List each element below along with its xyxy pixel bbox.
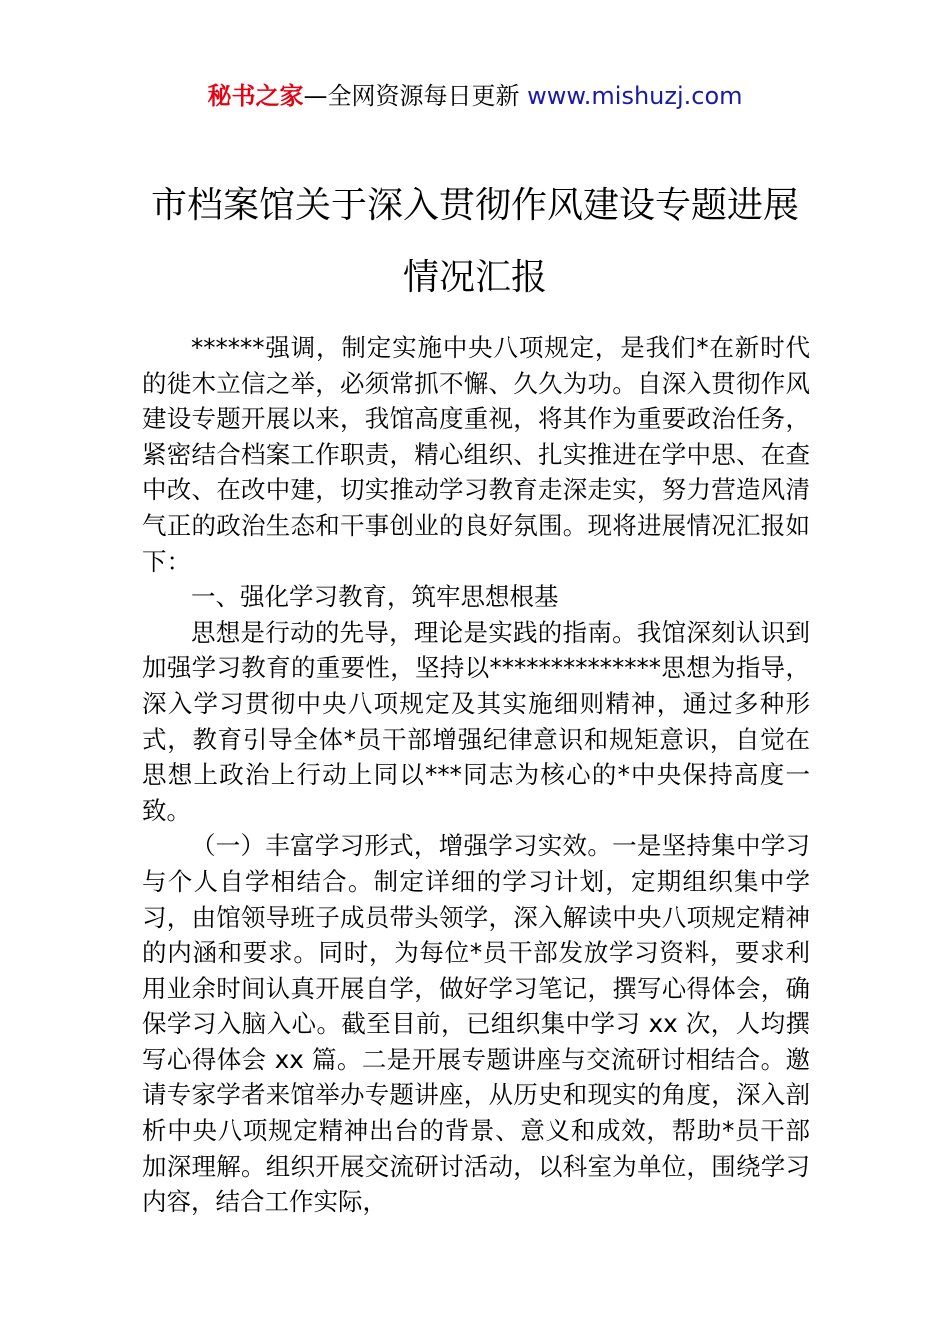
paragraph-subsection-1: （一）丰富学习形式，增强学习实效。一是坚持集中学习与个人自学相结合。制定详细的学习计划，定期组织集中学习，由馆领导班子成员带头领学，深入解读中央八项规定精神的内涵和要求。同时，为每位*员干部发放学习资料，要求利用业余时间认真开展自学，做好学习笔记，撰写心得体会，确保学习入脑入心。截至目前，已组织集中学习 xx 次，人均撰写心得体会 xx 篇。二是开展专题讲座与交流研讨相结合。邀请专家学者来馆举办专题讲座，从历史和现实的角度，深入剖析中央八项规定精神出台的背景、意义和成效，帮助*员干部加深理解。组织开展交流研讨活动，以科室为单位，围绕学习内容，结合工作实际， bbox=[142, 831, 810, 1217]
title-line-1: 市档案馆关于深入贯彻作风建设专题进展 bbox=[150, 185, 799, 226]
section-heading-1: 一、强化学习教育，筑牢思想根基 bbox=[191, 582, 559, 612]
site-brand: 秘书之家 bbox=[207, 82, 304, 110]
site-url-link[interactable]: www.mishuzj.com bbox=[527, 82, 743, 110]
document-body bbox=[142, 330, 810, 1220]
title-line-2: 情况汇报 bbox=[402, 257, 547, 298]
site-header bbox=[0, 80, 950, 112]
paragraph-section-1: 思想是行动的先导，理论是实践的指南。我馆深刻认识到加强学习教育的重要性，坚持以**************思想为指导，深入学习贯彻中央八项规定及其实施细则精神，通过多种形式，教育引导全体*员干部增强纪律意识和规矩意识，自觉在思想上政治上行动上同以***同志为核心的*中央保持高度一致。 bbox=[142, 617, 810, 825]
site-tagline: —全网资源每日更新 bbox=[303, 82, 520, 110]
paragraph-intro: ******强调，制定实施中央八项规定，是我们*在新时代的徙木立信之举，必须常抓不懈、久久为功。自深入贯彻作风建设专题开展以来，我馆高度重视，将其作为重要政治任务，紧密结合档案工作职责，精心组织、扎实推进在学中思、在查中改、在改中建，切实推动学习教育走深走实，努力营造风清气正的政治生态和干事创业的良好氛围。现将进展情况汇报如下： bbox=[142, 333, 810, 576]
document-title bbox=[60, 170, 890, 314]
